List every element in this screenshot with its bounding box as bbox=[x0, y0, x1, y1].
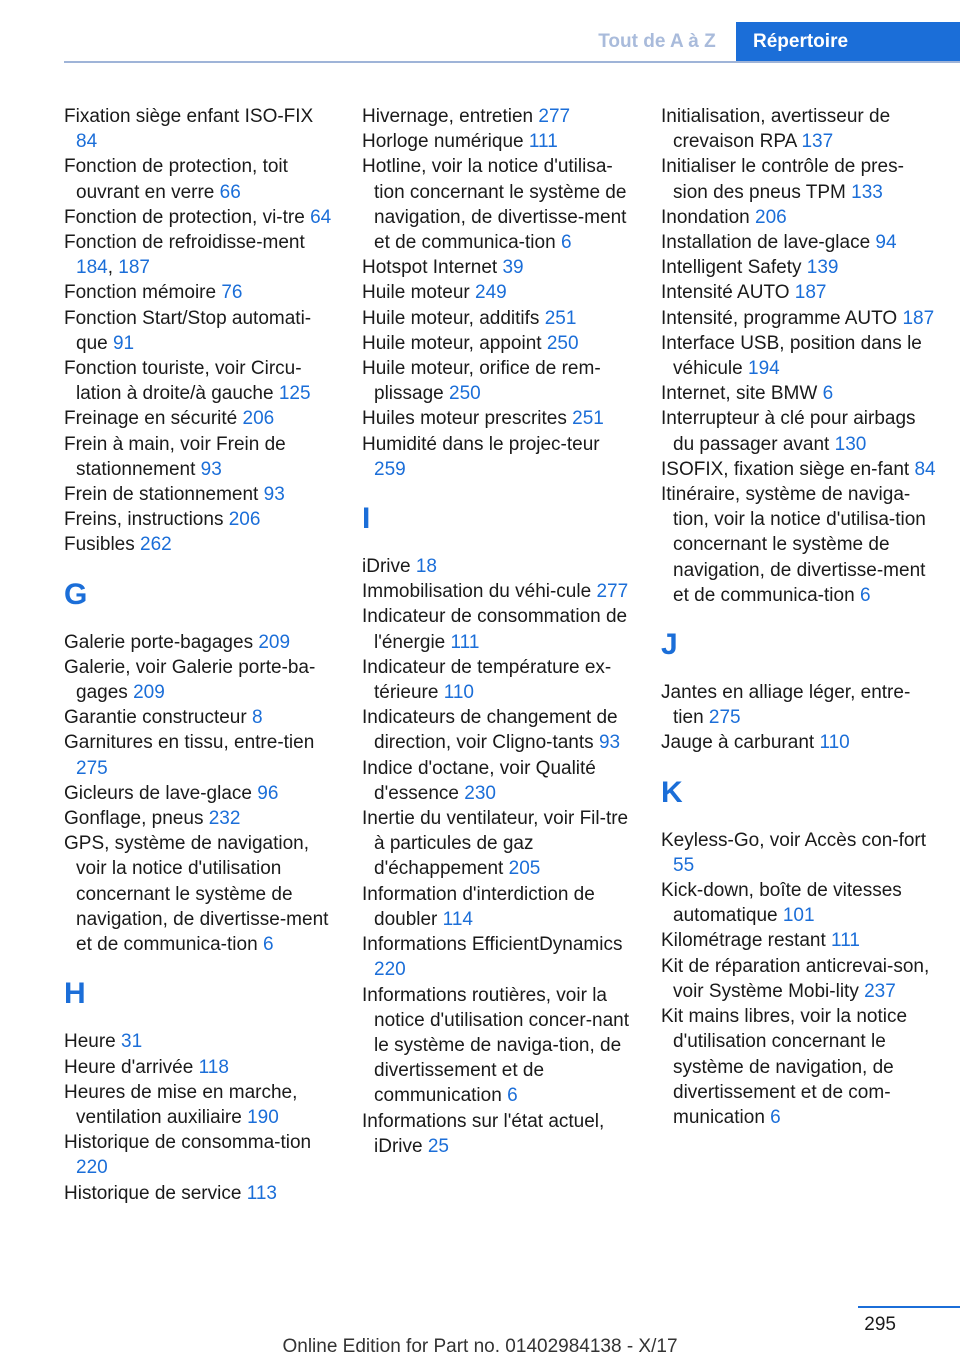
index-entry-text: Huile moteur bbox=[362, 282, 470, 304]
index-entry bbox=[362, 983, 634, 1109]
page-link[interactable]: 220 bbox=[374, 959, 406, 981]
index-entry bbox=[64, 630, 336, 655]
index-entry-text: Galerie, voir Galerie porte-ba-gages bbox=[64, 656, 316, 704]
page-link[interactable]: 139 bbox=[806, 257, 839, 279]
page-link[interactable]: 93 bbox=[200, 458, 222, 480]
page-link[interactable]: 110 bbox=[443, 682, 474, 704]
page-link[interactable]: 259 bbox=[374, 458, 406, 480]
page-link[interactable]: 18 bbox=[415, 556, 437, 578]
page-link[interactable]: 8 bbox=[251, 707, 263, 729]
index-entry bbox=[64, 482, 336, 507]
index-entry bbox=[661, 104, 937, 154]
index-entry-text: Jantes en alliage léger, entre-tien bbox=[661, 682, 911, 729]
page-link[interactable]: 187 bbox=[902, 307, 935, 329]
page-link[interactable]: 250 bbox=[449, 383, 481, 405]
page-link[interactable]: 275 bbox=[708, 707, 741, 729]
page-link[interactable]: 94 bbox=[875, 232, 897, 254]
index-entry-text: Indicateurs de changement de direction, voir Cligno-tants bbox=[362, 707, 618, 754]
section-tab[interactable]: Tout de A à Z bbox=[578, 22, 736, 62]
index-entry-text: Huile moteur, additifs bbox=[362, 307, 540, 329]
index-entry-text: Fixation siège enfant ISO-FIX bbox=[64, 106, 314, 127]
index-entry bbox=[661, 230, 937, 255]
index-entry-text: Huile moteur, appoint bbox=[362, 332, 542, 354]
index-entry bbox=[661, 954, 937, 1004]
index-entry bbox=[64, 1029, 336, 1054]
page-link[interactable]: 237 bbox=[864, 980, 896, 1002]
index-entry-text: Hotline, voir la notice d'utilisa-tion concernant le système de navigation, de divertisse-ment et de communica-tion bbox=[362, 156, 627, 254]
index-entry bbox=[362, 705, 634, 755]
index-entry-text: Fusibles bbox=[64, 534, 135, 556]
index-column-1 bbox=[64, 104, 336, 1206]
index-entry-text: Indicateur de température ex-térieure bbox=[362, 656, 612, 704]
page-link[interactable]: 190 bbox=[247, 1106, 279, 1128]
index-entry bbox=[64, 104, 336, 154]
index-entry bbox=[362, 806, 634, 882]
index-entry bbox=[64, 1055, 336, 1080]
index-entry bbox=[64, 507, 336, 532]
section-letter: I bbox=[362, 502, 371, 536]
index-entry bbox=[64, 154, 336, 204]
index-entry bbox=[661, 680, 937, 730]
header-rule bbox=[64, 61, 960, 63]
page-link[interactable]: 111 bbox=[831, 930, 860, 952]
page-link[interactable]: 39 bbox=[502, 257, 524, 279]
index-entry-text: Gicleurs de lave-glace bbox=[64, 782, 252, 804]
page-link[interactable]: 205 bbox=[508, 858, 541, 880]
page-link[interactable]: 66 bbox=[219, 181, 241, 203]
index-entry-text: Hivernage, entretien bbox=[362, 106, 534, 127]
page-link[interactable]: 6 bbox=[560, 232, 572, 254]
page-link[interactable]: 275 bbox=[76, 757, 108, 779]
index-entry-text: Fonction Start/Stop automati-que bbox=[64, 307, 312, 354]
index-entry-text: Historique de consomma-tion bbox=[64, 1132, 312, 1154]
index-entry-text: Freins, instructions bbox=[64, 509, 224, 531]
index-entry-text: Informations routières, voir la notice d'utilisation concer-nant le système de naviga-tion, de divertissement et de communication bbox=[362, 984, 629, 1107]
index-entry bbox=[362, 932, 634, 982]
index-entry bbox=[661, 280, 937, 305]
index-entry bbox=[64, 306, 336, 356]
page-link[interactable]: 6 bbox=[507, 1085, 518, 1107]
index-entry bbox=[661, 928, 937, 953]
page-link[interactable]: 277 bbox=[596, 581, 629, 603]
page-link[interactable]: 130 bbox=[834, 433, 867, 455]
index-entry-text: Indicateur de consommation de l'énergie bbox=[362, 606, 628, 653]
index-entry-text: Intelligent Safety bbox=[661, 257, 802, 279]
page-link[interactable]: 6 bbox=[822, 383, 834, 405]
index-entry-text: Inondation bbox=[661, 206, 750, 228]
index-entry bbox=[661, 306, 937, 331]
index-entry-text: Frein de stationnement bbox=[64, 484, 259, 506]
page-link[interactable]: 250 bbox=[546, 332, 579, 354]
page-link[interactable]: 262 bbox=[140, 534, 172, 556]
page-link[interactable]: 137 bbox=[801, 131, 834, 153]
index-entry bbox=[64, 432, 336, 482]
index-entry bbox=[64, 781, 336, 806]
index-entry-text: Humidité dans le projec-teur bbox=[362, 433, 600, 455]
index-entry-text: Heures de mise en marche, ventilation auxiliaire bbox=[64, 1081, 298, 1128]
page-link[interactable]: 101 bbox=[782, 905, 815, 927]
page-number-rule bbox=[858, 1306, 960, 1308]
index-entry-text: Galerie porte-bagages bbox=[64, 631, 254, 653]
index-entry-text: Internet, site BMW bbox=[661, 383, 818, 405]
page-link[interactable]: 93 bbox=[598, 732, 621, 754]
index-entry bbox=[64, 1130, 336, 1180]
page-link[interactable]: 187 bbox=[118, 257, 150, 279]
index-entry bbox=[64, 831, 336, 957]
page-link[interactable]: 84 bbox=[76, 131, 98, 153]
index-entry-text: Kit de réparation anticrevai-son, voir Système Mobi-lity bbox=[661, 955, 930, 1002]
index-entry bbox=[362, 1109, 634, 1159]
index-entry-text: Frein à main, voir Frein de stationnement bbox=[64, 433, 286, 480]
index-entry bbox=[661, 331, 937, 381]
index-entry-text: Inertie du ventilateur, voir Fil-tre à particules de gaz d'échappement bbox=[362, 808, 629, 880]
page-link[interactable]: 6 bbox=[859, 584, 871, 606]
index-entry bbox=[362, 604, 634, 654]
index-entry-text: Initialisation, avertisseur de crevaison RPA bbox=[661, 106, 891, 153]
index-entry-text: Fonction mémoire bbox=[64, 282, 217, 304]
index-entry-text: ISOFIX, fixation siège en-fant bbox=[661, 458, 910, 480]
index-entry bbox=[362, 129, 634, 154]
index-entry bbox=[362, 280, 634, 305]
index-entry bbox=[64, 1080, 336, 1130]
page-link[interactable]: 55 bbox=[673, 854, 695, 876]
index-entry-text: Huiles moteur prescrites bbox=[362, 408, 567, 430]
page-link[interactable]: 91 bbox=[112, 332, 135, 354]
index-entry-text: GPS, système de navigation, voir la notice d'utilisation concernant le système de navigation, de divertisse-ment et de communica-tion bbox=[64, 833, 329, 956]
page-link[interactable]: 114 bbox=[442, 908, 473, 930]
page-link[interactable]: 206 bbox=[242, 408, 275, 430]
index-entry-text: Historique de service bbox=[64, 1182, 242, 1204]
index-entry-text: Kilométrage restant bbox=[661, 930, 826, 952]
page-link[interactable]: 64 bbox=[310, 206, 332, 228]
index-entry bbox=[64, 406, 336, 431]
index-entry bbox=[64, 1181, 336, 1206]
page-link[interactable]: 194 bbox=[748, 358, 780, 380]
index-entry bbox=[64, 705, 336, 730]
index-entry bbox=[661, 828, 937, 878]
index-entry bbox=[362, 432, 634, 482]
index-entry-text: Intensité, programme AUTO bbox=[661, 307, 898, 329]
index-entry bbox=[661, 878, 937, 928]
page-link[interactable]: 96 bbox=[257, 782, 279, 804]
index-entry bbox=[661, 406, 937, 456]
page-link[interactable]: 111 bbox=[450, 631, 480, 653]
page-link[interactable]: 31 bbox=[121, 1031, 143, 1053]
index-entry-text: Informations sur l'état actuel, iDrive bbox=[362, 1110, 605, 1157]
index-entry-text: Jauge à carburant bbox=[661, 732, 815, 754]
page-link[interactable]: 251 bbox=[544, 307, 577, 329]
index-entry-text: Immobilisation du véhi-cule bbox=[362, 581, 592, 603]
page-link[interactable]: 133 bbox=[851, 181, 883, 203]
index-entry bbox=[661, 482, 937, 608]
index-entry bbox=[362, 406, 634, 431]
index-entry-text: Gonflage, pneus bbox=[64, 808, 204, 830]
page-link[interactable]: 232 bbox=[208, 808, 241, 830]
index-entry-text: Heure bbox=[64, 1031, 116, 1053]
page-link[interactable]: 209 bbox=[258, 631, 291, 653]
index-entry bbox=[362, 356, 634, 406]
page-link[interactable]: 230 bbox=[464, 782, 496, 804]
index-tab[interactable]: Répertoire bbox=[736, 22, 960, 62]
index-entry-text: Informations EfficientDynamics bbox=[362, 934, 623, 956]
index-entry bbox=[362, 655, 634, 705]
index-entry bbox=[661, 381, 937, 406]
index-entry bbox=[661, 154, 937, 204]
page-link[interactable]: 84 bbox=[914, 458, 936, 480]
index-entry-text: Installation de lave-glace bbox=[661, 232, 871, 254]
index-entry-text: Heure d'arrivée bbox=[64, 1056, 194, 1078]
index-entry-text: Fonction touriste, voir Circu-lation à droite/à gauche bbox=[64, 358, 302, 405]
index-entry bbox=[64, 532, 336, 557]
index-entry bbox=[64, 730, 336, 780]
index-entry bbox=[64, 655, 336, 705]
page-link[interactable]: 206 bbox=[228, 509, 261, 531]
index-entry-text: Kick-down, boîte de vitesses automatique bbox=[661, 880, 902, 927]
page-link[interactable]: 93 bbox=[263, 484, 285, 506]
index-entry-text: Indice d'octane, voir Qualité d'essence bbox=[362, 757, 596, 804]
index-entry bbox=[64, 356, 336, 406]
index-entry-text: Initialiser le contrôle de pres-sion des pneus TPM bbox=[661, 156, 904, 203]
page-link[interactable]: 220 bbox=[76, 1157, 108, 1179]
page-link[interactable]: 277 bbox=[538, 106, 571, 127]
page-link[interactable]: 125 bbox=[278, 383, 311, 405]
index-entry bbox=[362, 554, 634, 579]
index-entry-text: Fonction de refroidisse-ment bbox=[64, 232, 305, 254]
index-entry bbox=[362, 331, 634, 356]
page-link[interactable]: 6 bbox=[770, 1106, 781, 1128]
index-column-3 bbox=[661, 104, 937, 1130]
page-link[interactable]: 6 bbox=[262, 934, 274, 956]
index-entry-text: Huile moteur, orifice de rem-plissage bbox=[362, 358, 601, 405]
index-column-2 bbox=[362, 104, 634, 1159]
footer-text: Online Edition for Part no. 01402984138 - X/17 bbox=[282, 1336, 678, 1357]
index-entry-text: Fonction de protection, toit ouvrant en verre bbox=[64, 156, 288, 203]
page-link[interactable]: 206 bbox=[755, 206, 787, 228]
index-entry bbox=[661, 255, 937, 280]
page-link[interactable]: 209 bbox=[133, 682, 165, 704]
section-letter: K bbox=[661, 775, 683, 809]
index-entry-text: Keyless-Go, voir Accès con-fort bbox=[661, 829, 927, 851]
index-entry bbox=[64, 280, 336, 305]
index-entry-text: Interface USB, position dans le véhicule bbox=[661, 332, 922, 380]
index-entry bbox=[362, 306, 634, 331]
index-entry-text: Horloge numérique bbox=[362, 131, 524, 153]
index-entry-text: Intensité AUTO bbox=[661, 282, 790, 304]
index-entry-text: Kit mains libres, voir la notice d'utilisation concernant le système de navigation, de divertissement et de com-munication bbox=[661, 1006, 908, 1128]
index-entry-text: Fonction de protection, vi-tre bbox=[64, 206, 305, 228]
page-link[interactable]: 111 bbox=[528, 131, 558, 153]
page-link[interactable]: 118 bbox=[198, 1056, 229, 1078]
index-entry bbox=[661, 205, 937, 230]
index-entry-text: Itinéraire, système de naviga-tion, voir la notice d'utilisa-tion concernant le système de navigation, de divertisse-ment et de communica-tion bbox=[661, 484, 926, 606]
index-entry bbox=[362, 154, 634, 255]
index-entry-text: Interrupteur à clé pour airbags du passager avant bbox=[661, 408, 916, 455]
section-letter: G bbox=[64, 577, 88, 611]
index-entry-text: Information d'interdiction de doubler bbox=[362, 883, 595, 930]
index-entry bbox=[661, 457, 937, 482]
section-letter: J bbox=[661, 628, 678, 662]
index-entry-text: Garnitures en tissu, entre-tien bbox=[64, 732, 315, 754]
page-link[interactable]: 187 bbox=[794, 282, 827, 304]
page-link[interactable]: 76 bbox=[221, 282, 243, 304]
page-link[interactable]: 113 bbox=[246, 1182, 277, 1204]
section-letter: H bbox=[64, 977, 86, 1011]
index-entry bbox=[362, 882, 634, 932]
index-entry bbox=[661, 730, 937, 755]
index-entry-text: Hotspot Internet bbox=[362, 257, 498, 279]
index-entry-text: Freinage en sécurité bbox=[64, 408, 238, 430]
index-entry: Fonction de refroidisse-ment 184, 187 bbox=[64, 232, 305, 279]
page-link[interactable]: 251 bbox=[572, 408, 604, 430]
index-entry bbox=[362, 104, 634, 129]
page-link[interactable]: 184 bbox=[76, 257, 108, 279]
index-entry-text: iDrive bbox=[362, 556, 411, 578]
index-entry bbox=[64, 205, 336, 230]
page-link[interactable]: 249 bbox=[475, 282, 507, 304]
index-entry bbox=[362, 255, 634, 280]
page-link[interactable]: 110 bbox=[819, 732, 850, 754]
index-entry bbox=[64, 806, 336, 831]
index-entry bbox=[362, 579, 634, 604]
index-entry-text: Garantie constructeur bbox=[64, 707, 247, 729]
page-link[interactable]: 25 bbox=[427, 1135, 449, 1157]
header-bar bbox=[0, 0, 960, 64]
index-entry bbox=[661, 1004, 937, 1130]
page-number: 295 bbox=[864, 1314, 896, 1335]
index-entry bbox=[362, 756, 634, 806]
